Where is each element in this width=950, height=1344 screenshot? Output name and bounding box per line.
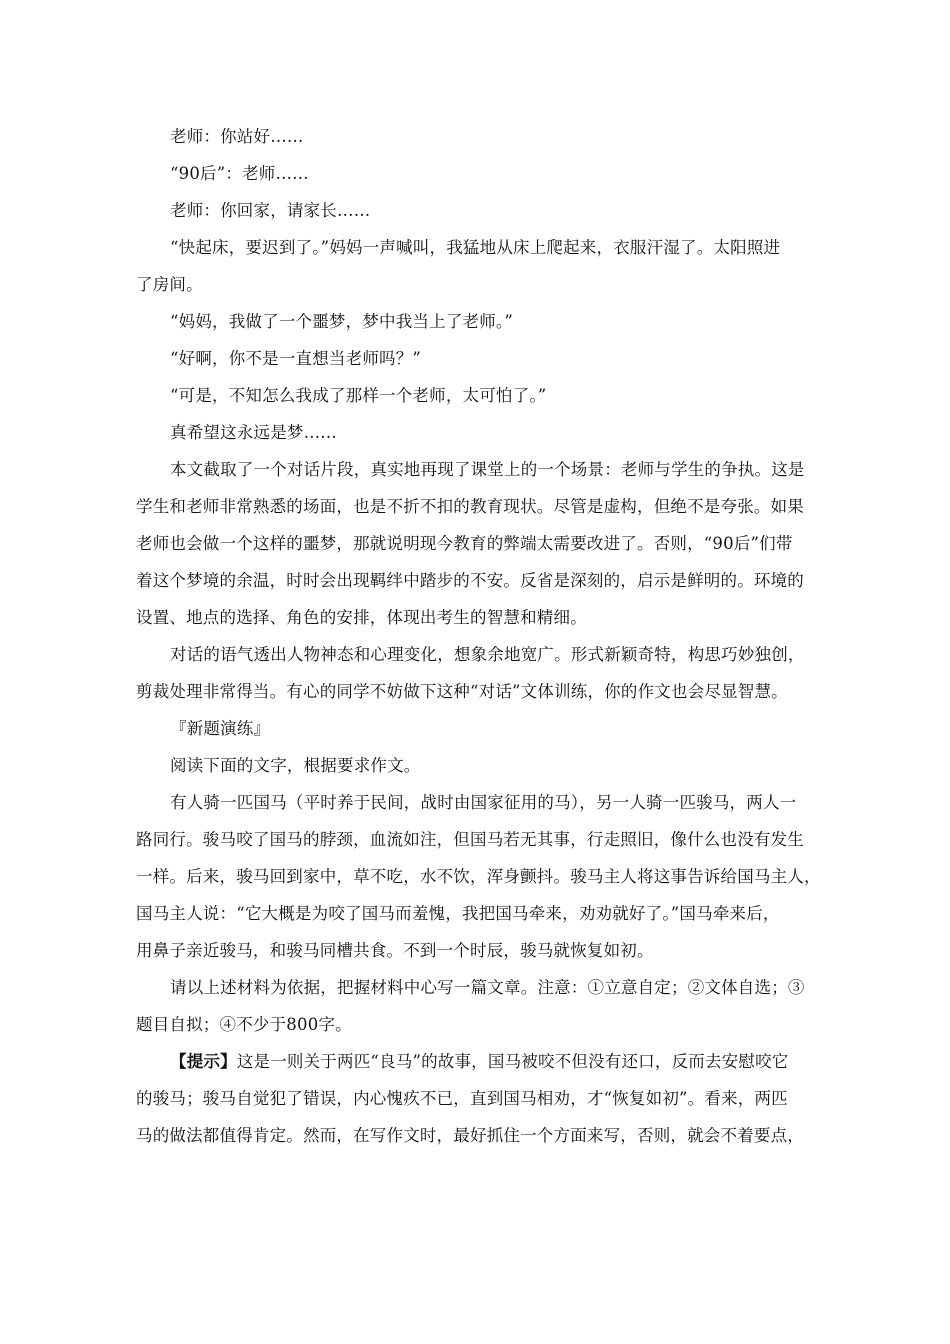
commentary-line: 学生和老师非常熟悉的场面，也是不折不扣的教育现状。尽管是虚构，但绝不是夸张。如果 — [136, 497, 804, 516]
story-quote: “妈妈，我做了一个噩梦，梦中我当上了老师。” — [170, 312, 514, 331]
story-line: “快起床，要迟到了。”妈妈一声喊叫，我猛地从床上爬起来，衣服汗湿了。太阳照进 — [170, 238, 781, 257]
requirement-line: 题目自拟；④不少于800字。 — [136, 1015, 352, 1034]
commentary-line: 本文截取了一个对话片段，真实地再现了课堂上的一个场景：老师与学生的争执。这是 — [170, 460, 805, 479]
hint-line: 的骏马；骏马自觉犯了错误，内心愧疚不已，直到国马相劝，才“恢复如初”。看来，两匹 — [136, 1089, 788, 1108]
material-line: 一样。后来，骏马回到家中，草不吃，水不饮，浑身颤抖。骏马主人将这事告诉给国马主人， — [136, 867, 821, 886]
commentary-line: 剪裁处理非常得当。有心的同学不妨做下这种“对话”文体训练，你的作文也会尽显智慧。 — [136, 682, 788, 701]
hint-line — [136, 1043, 826, 1080]
material-line: 国马主人说：“它大概是为咬了国马而羞愧，我把国马牵来，劝劝就好了。”国马牵来后， — [136, 904, 780, 923]
commentary-line: 设置、地点的选择、角色的安排，体现出考生的智慧和精细。 — [136, 608, 587, 627]
dialogue-line: 老师：你站好…… — [170, 127, 304, 146]
material-line: 有人骑一匹国马（平时养于民间，战时由国家征用的马），另一人骑一匹骏马，两人一 — [170, 793, 797, 812]
commentary-line: 着这个梦境的余温，时时会出现羁绊中踏步的不安。反省是深刻的，启示是鲜明的。环境的 — [136, 571, 804, 590]
exercise-instruction: 阅读下面的文字，根据要求作文。 — [170, 756, 421, 775]
commentary-line: 老师也会做一个这样的噩梦，那就说明现今教育的弊端太需要改进了。否则，“90后”们带 — [136, 534, 793, 553]
commentary-line: 对话的语气透出人物神态和心理变化，想象余地宽广。形式新颖奇特，构思巧妙独创， — [170, 645, 805, 664]
hint-text: 这是一则关于两匹“良马”的故事，国马被咬不但没有还口，反而去安慰咬它 — [236, 1052, 789, 1071]
dialogue-line: “90后”：老师…… — [170, 164, 309, 183]
document-page — [136, 118, 826, 1154]
hint-line: 马的做法都值得肯定。然而，在写作文时，最好抓住一个方面来写，否则，就会不着要点， — [136, 1126, 804, 1145]
story-line: 了房间。 — [136, 275, 203, 294]
material-line: 路同行。骏马咬了国马的脖颈，血流如注，但国马若无其事，行走照旧，像什么也没有发生 — [136, 830, 804, 849]
dialogue-line: 老师：你回家，请家长…… — [170, 201, 371, 220]
hint-label: 【提示】 — [170, 1052, 237, 1071]
requirement-line: 请以上述材料为依据，把握材料中心写一篇文章。注意：①立意自定；②文体自选；③ — [170, 978, 805, 997]
story-quote: “可是，不知怎么我成了那样一个老师，太可怕了。” — [170, 386, 547, 405]
material-line: 用鼻子亲近骏马，和骏马同槽共食。不到一个时辰，骏马就恢复如初。 — [136, 941, 654, 960]
story-ending: 真希望这永远是梦…… — [170, 423, 337, 442]
exercise-heading: 『新题演练』 — [170, 719, 271, 738]
story-quote: “好啊，你不是一直想当老师吗？” — [170, 349, 422, 368]
